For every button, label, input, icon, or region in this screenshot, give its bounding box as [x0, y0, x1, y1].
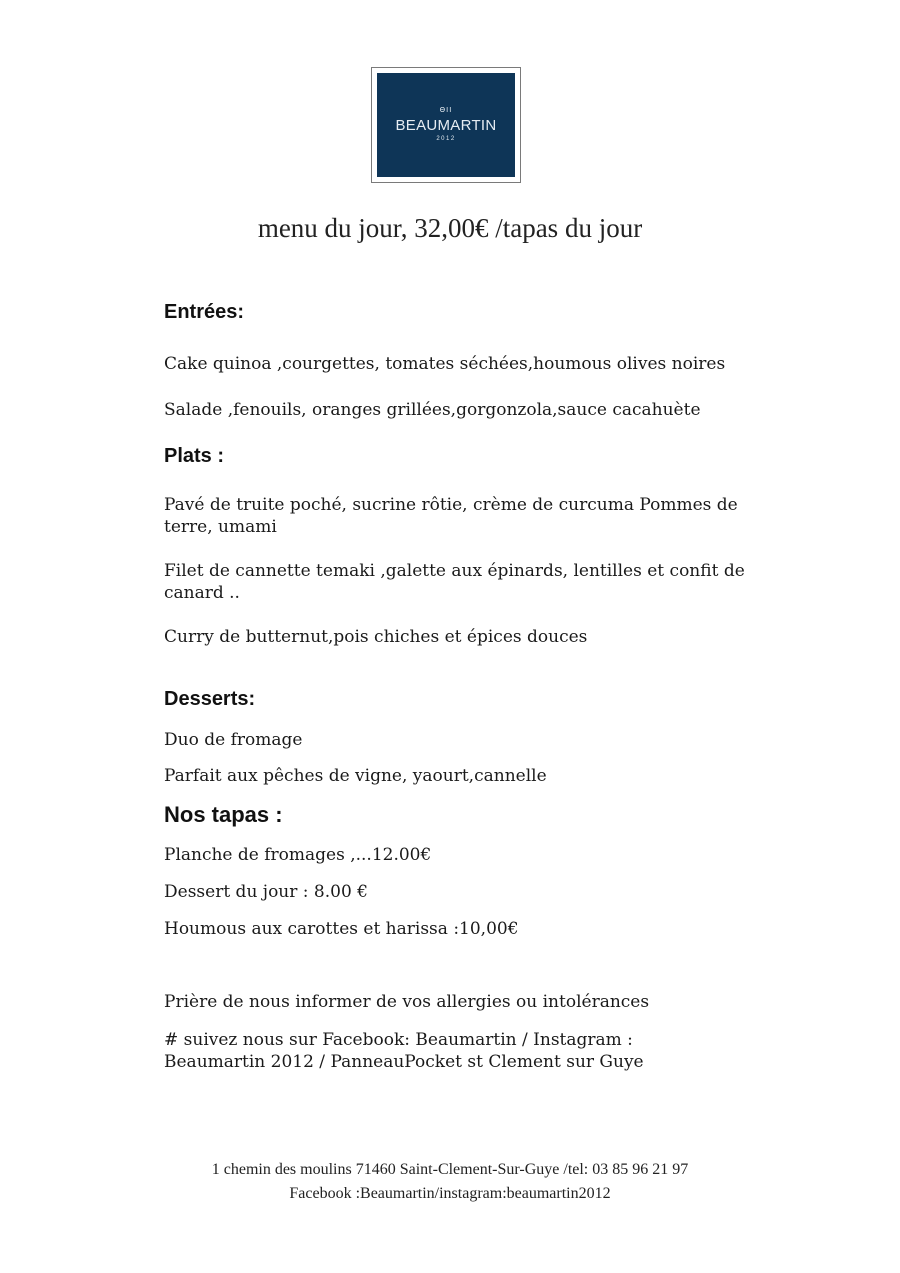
menu-item-text: Pavé de truite poché, sucrine rôtie, crème de curcuma Pommes de terre, umami	[164, 495, 738, 537]
logo-name: BEAUMARTIN	[395, 117, 497, 134]
menu-item-text: Curry de butternut,pois chiches et épices douces	[164, 627, 588, 647]
section-heading: Desserts:	[164, 688, 256, 710]
menu-item	[164, 399, 754, 421]
logo-year: 2012	[436, 136, 456, 142]
footer	[0, 1158, 900, 1206]
logo	[371, 67, 521, 183]
allergy-note	[164, 991, 754, 1013]
tapas-item-text: Houmous aux carottes et harissa :10,00€	[164, 919, 519, 939]
menu-item	[164, 353, 754, 375]
page-title: menu du jour, 32,00€ /tapas du jour	[257, 213, 643, 243]
menu-item-text: Salade ,fenouils, oranges grillées,gorgonzola,sauce cacahuète	[164, 400, 701, 420]
logo-badge	[377, 73, 515, 177]
section-heading: Entrées:	[164, 301, 245, 323]
menu-item-text: Parfait aux pêches de vigne, yaourt,cannelle	[164, 766, 547, 786]
menu-item	[164, 494, 754, 538]
tapas-item-text: Planche de fromages ,...12.00€	[164, 845, 432, 865]
tapas-item	[164, 844, 754, 866]
section-heading: Plats :	[164, 445, 225, 467]
tapas-item-text: Dessert du jour : 8.00 €	[164, 882, 368, 902]
menu-item	[164, 560, 754, 604]
heading-entrees	[164, 301, 754, 324]
social-note-text: # suivez nous sur Facebook: Beaumartin / Instagram : Beaumartin 2012 / PanneauPocket st Clement sur Guye	[164, 1030, 644, 1072]
section-heading: Nos tapas :	[164, 802, 283, 827]
heading-desserts	[164, 688, 754, 711]
menu-item-text: Filet de cannette temaki ,galette aux épinards, lentilles et confit de canard ..	[164, 561, 745, 603]
footer-links: Facebook :Beaumartin/instagram:beaumartin2012	[289, 1185, 611, 1202]
menu-item	[164, 729, 754, 751]
social-note	[164, 1029, 724, 1073]
tapas-item	[164, 918, 754, 940]
heading-plats	[164, 445, 754, 468]
allergy-note-text: Prière de nous informer de vos allergies ou intolérances	[164, 992, 650, 1012]
menu-item-text: Cake quinoa ,courgettes, tomates séchées,houmous olives noires	[164, 354, 726, 374]
logo-mark: ΘII	[439, 106, 453, 114]
menu-item	[164, 626, 754, 648]
tapas-item	[164, 881, 754, 903]
heading-tapas	[164, 802, 754, 828]
menu-item-text: Duo de fromage	[164, 730, 303, 750]
menu-item	[164, 765, 754, 787]
footer-address: 1 chemin des moulins 71460 Saint-Clement-Sur-Guye /tel: 03 85 96 21 97	[211, 1161, 689, 1178]
